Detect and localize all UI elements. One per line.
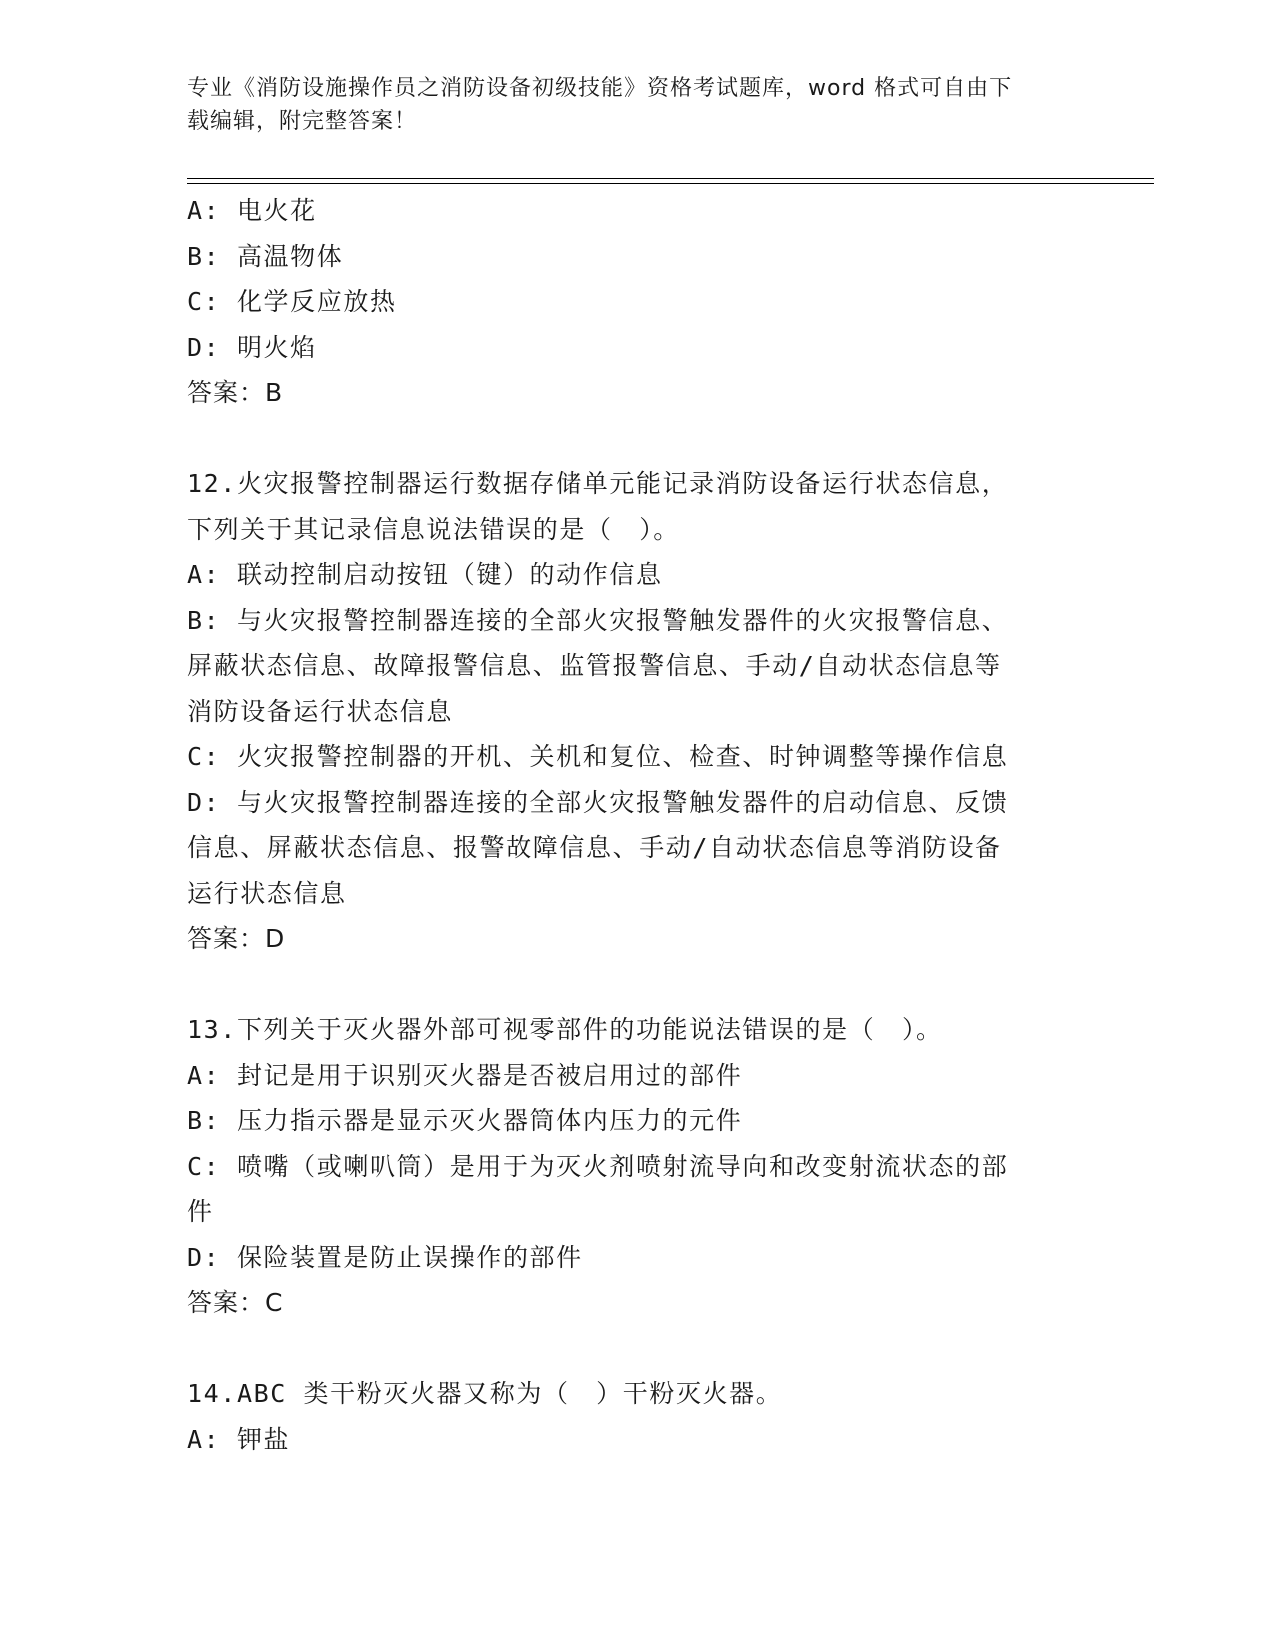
q14-stem: 14.ABC 类干粉灭火器又称为（ ）干粉灭火器。 — [187, 1379, 783, 1408]
header-line-1: 专业《消防设施操作员之消防设备初级技能》资格考试题库，word 格式可自由下 — [187, 76, 1013, 101]
question-14-block — [187, 1371, 1087, 1462]
q13-stem: 13.下列关于灭火器外部可视零部件的功能说法错误的是（ ）。 — [187, 1015, 943, 1044]
question-content — [187, 188, 1087, 1462]
q13-answer: 答案：C — [187, 1288, 284, 1317]
q12-stem-line-1: 12.火灾报警控制器运行数据存储单元能记录消防设备运行状态信息， — [187, 469, 1009, 498]
q12-option-d-line-3: 运行状态信息 — [187, 878, 347, 908]
spacer — [187, 416, 1087, 462]
question-12-block — [187, 461, 1087, 962]
header-rule-bottom — [187, 183, 1154, 184]
spacer — [187, 962, 1087, 1008]
q12-option-c: C: 火灾报警控制器的开机、关机和复位、检查、时钟调整等操作信息 — [187, 742, 1009, 771]
q12-option-b-line-1: B: 与火灾报警控制器连接的全部火灾报警触发器件的火灾报警信息、 — [187, 605, 1009, 635]
q13-option-c-line-2: 件 — [187, 1197, 214, 1226]
q12-option-b-line-3: 消防设备运行状态信息 — [187, 696, 454, 726]
question-13-block — [187, 1007, 1087, 1326]
question-11-block — [187, 188, 1087, 416]
q13-option-d: D: 保险装置是防止误操作的部件 — [187, 1242, 583, 1272]
q12-stem-line-2: 下列关于其记录信息说法错误的是（ ）。 — [187, 514, 680, 544]
q13-option-a: A: 封记是用于识别灭火器是否被启用过的部件 — [187, 1060, 743, 1090]
q12-option-b-line-2: 屏蔽状态信息、故障报警信息、监管报警信息、手动/自动状态信息等 — [187, 651, 1002, 680]
q12-option-d-line-2: 信息、屏蔽状态信息、报警故障信息、手动/自动状态信息等消防设备 — [187, 833, 1002, 862]
q11-answer: 答案：B — [187, 378, 284, 407]
q13-option-c-line-1: C: 喷嘴（或喇叭筒）是用于为灭火剂喷射流导向和改变射流状态的部 — [187, 1151, 1009, 1181]
document-header — [187, 72, 1067, 138]
header-line-2: 载编辑，附完整答案！ — [187, 109, 418, 134]
q12-option-d-line-1: D: 与火灾报警控制器连接的全部火灾报警触发器件的启动信息、反馈 — [187, 787, 1009, 817]
q11-option-c: C: 化学反应放热 — [187, 287, 397, 316]
q11-option-d: D: 明火焰 — [187, 332, 317, 362]
q12-option-a: A: 联动控制启动按钮（键）的动作信息 — [187, 560, 663, 589]
q11-option-a: A: 电火花 — [187, 196, 317, 225]
q11-option-b: B: 高温物体 — [187, 241, 344, 271]
q12-answer: 答案：D — [187, 924, 286, 953]
header-rule-top — [187, 178, 1154, 179]
spacer — [187, 1326, 1087, 1372]
q14-option-a: A: 钾盐 — [187, 1424, 291, 1454]
q13-option-b: B: 压力指示器是显示灭火器筒体内压力的元件 — [187, 1106, 743, 1135]
